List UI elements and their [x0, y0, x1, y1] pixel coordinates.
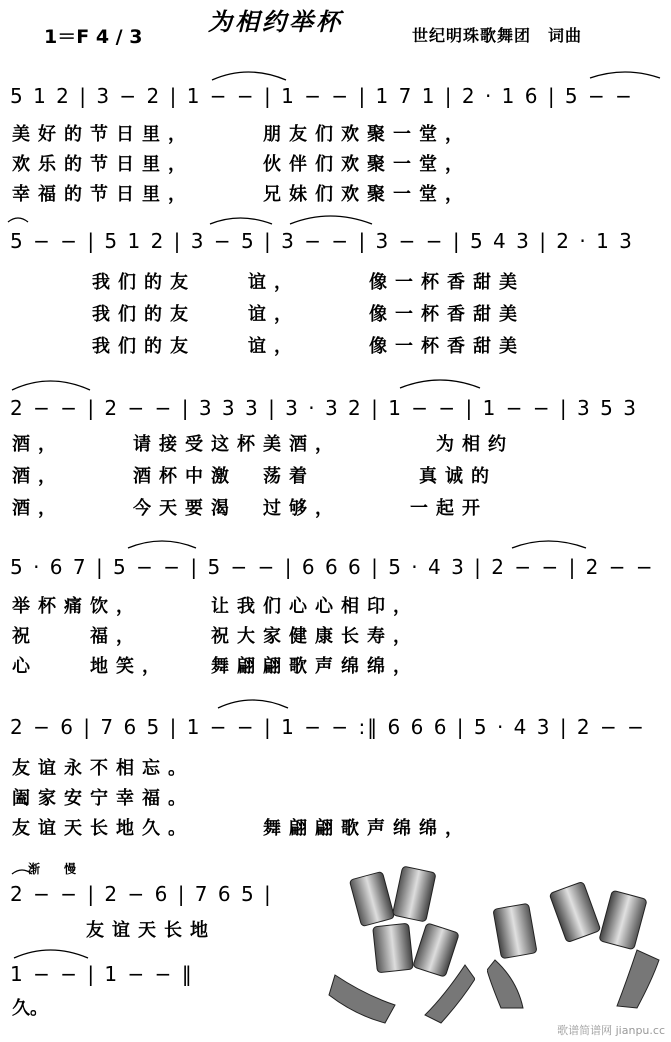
lyric-line-3-verse-2: 酒， 酒杯中激 荡着 真诚的 [12, 466, 497, 487]
author-credit: 世纪明珠歌舞团 词曲 [412, 26, 583, 45]
lyric-line-4-verse-1: 举杯痛饮， 让我们心心相印， [12, 596, 419, 617]
tie-arc [14, 950, 88, 958]
tie-arc [590, 72, 660, 78]
lyric-line-5-verse-3: 友谊天长地久。 舞翩翩歌声绵绵， [12, 818, 471, 839]
lyric-line-3-verse-1: 酒， 请接受这杯美酒， 为相约 [12, 434, 514, 455]
notation-line-7: 1 − − | 1 − − ‖ [10, 962, 194, 986]
notation-line-6: 2 − − | 2 − 6 | 7 6 5 | [10, 882, 273, 906]
notation-line-1: 5 1 2 | 3 − 2 | 1 − − | 1 − − | 1 7 1 | 2 · 1 6 | 5 − − [10, 84, 634, 108]
tie-arc [8, 218, 28, 222]
tie-arc [512, 541, 586, 548]
beer-toast-illustration-left [325, 855, 475, 1025]
tie-arc [290, 216, 372, 224]
lyric-line-1-verse-1: 美好的节日里， 朋友们欢聚一堂， [12, 124, 471, 145]
lyric-line-2-verse-1: 我们的友 谊， 像一杯香甜美 [92, 272, 525, 293]
tie-arc [12, 381, 90, 390]
tie-arc [400, 380, 480, 388]
lyric-line-5-verse-2: 阖家安宁幸福。 [12, 788, 194, 809]
notation-line-2: 5 − − | 5 1 2 | 3 − 5 | 3 − − | 3 − − | 5 4 3 | 2 · 1 3 [10, 229, 634, 253]
notation-line-5: 2 − 6 | 7 6 5 | 1 − − | 1 − − :‖ 6 6 6 | 5 · 4 3 | 2 − − [10, 715, 646, 739]
song-title: 为相约举杯 [208, 7, 343, 36]
notation-line-3: 2 − − | 2 − − | 3 3 3 | 3 · 3 2 | 1 − − | 1 − − | 3 5 3 [10, 396, 638, 420]
lyric-line-3-verse-3: 酒， 今天要渴 过够， 一起开 [12, 498, 488, 519]
tie-arc [128, 541, 196, 548]
tie-arc [218, 700, 288, 708]
lyric-line-5-verse-1: 友谊永不相忘。 [12, 758, 194, 779]
beer-toast-illustration-right [487, 880, 662, 1010]
watermark: 歌谱简谱网 jianpu.cc [557, 1024, 665, 1037]
tempo-marking: 渐 慢 [28, 862, 77, 876]
tie-arc [12, 870, 32, 874]
lyric-line-2-verse-3: 我们的友 谊， 像一杯香甜美 [92, 336, 525, 357]
lyric-line-1-verse-3: 幸福的节日里， 兄妹们欢聚一堂， [12, 184, 471, 205]
lyric-line-4-verse-3: 心 地笑， 舞翩翩歌声绵绵， [12, 656, 419, 677]
lyric-line-2-verse-2: 我们的友 谊， 像一杯香甜美 [92, 304, 525, 325]
lyric-line-7: 久。 [12, 998, 48, 1019]
notation-line-4: 5 · 6 7 | 5 − − | 5 − − | 6 6 6 | 5 · 4 3 | 2 − − | 2 − − [10, 555, 655, 579]
tie-arc [212, 72, 286, 80]
key-signature: 1＝F 4 / 3 [44, 26, 143, 48]
tie-arc [210, 218, 272, 224]
lyric-line-6: 友谊天长地 [86, 920, 216, 941]
lyric-line-4-verse-2: 祝 福， 祝大家健康长寿， [12, 626, 419, 647]
lyric-line-1-verse-2: 欢乐的节日里， 伙伴们欢聚一堂， [12, 154, 471, 175]
